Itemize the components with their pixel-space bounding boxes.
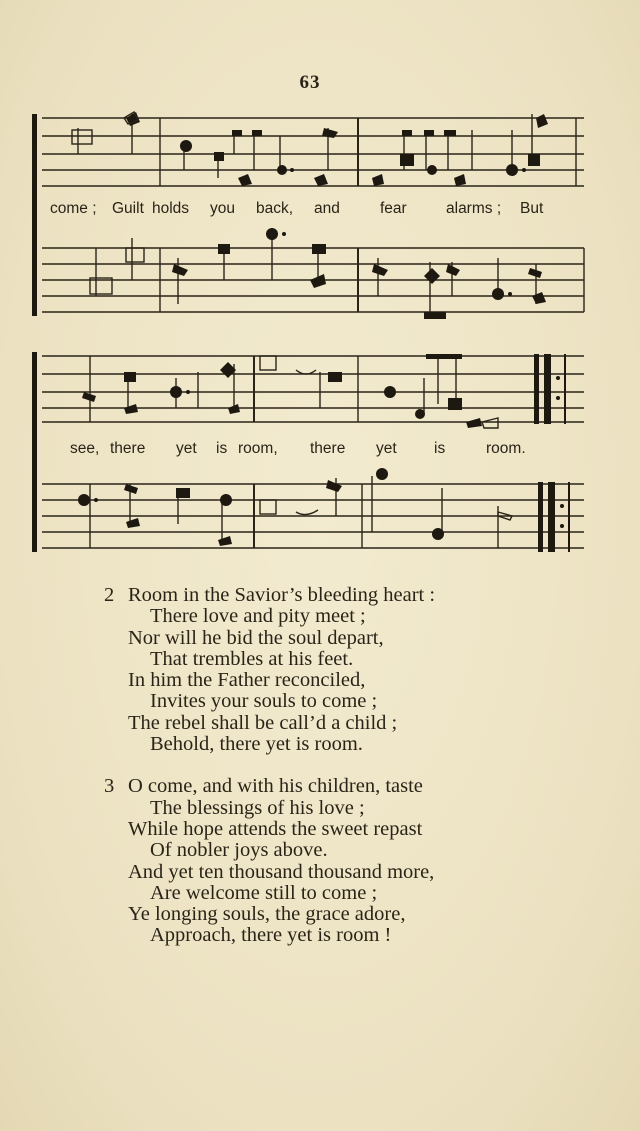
hymn-verses: [104, 585, 564, 947]
lyric-syllable: is: [434, 440, 446, 457]
verse-text: Room in the Savior’s bleeding heart :: [128, 584, 436, 606]
verse-line: Of nobler joys above.: [150, 839, 328, 862]
verse-2: [104, 585, 564, 755]
verse-line: Nor will he bid the soul depart,: [128, 626, 384, 649]
verse-line: That trembles at his feet.: [150, 647, 354, 670]
lyric-syllable: alarms ;: [446, 200, 502, 217]
lyric-syllable: and: [314, 200, 340, 217]
lyric-syllable: fear: [380, 200, 407, 217]
verse-line: Behold, there yet is room.: [150, 733, 363, 756]
lyric-syllable: is: [216, 440, 228, 457]
lyric-syllable: Guilt: [112, 200, 144, 217]
lyric-syllable: see,: [70, 440, 100, 457]
verse-3: [104, 776, 564, 946]
lyric-syllable: room.: [486, 440, 526, 457]
lyric-syllable: back,: [256, 200, 294, 217]
verse-line: [104, 776, 564, 797]
lyrics-system-2: [28, 440, 594, 464]
verse-line: While hope attends the sweet repast: [128, 817, 423, 840]
verse-line: And yet ten thousand thousand more,: [128, 860, 435, 883]
lyric-syllable: yet: [376, 440, 397, 457]
verse-line: The blessings of his love ;: [150, 796, 365, 819]
lyric-syllable: there: [110, 440, 146, 457]
verse-text: O come, and with his children, taste: [128, 775, 423, 798]
verse-line: The rebel shall be call’d a child ;: [128, 711, 398, 734]
lyric-syllable: room,: [238, 440, 278, 457]
lyric-syllable: yet: [176, 440, 197, 457]
verse-line: Are welcome still to come ;: [150, 881, 378, 904]
verse-number: 3: [104, 775, 115, 798]
lyrics-system-1: [28, 200, 594, 224]
verse-line: [104, 585, 564, 606]
lyric-syllable: come ;: [50, 200, 97, 217]
verse-line: Ye longing souls, the grace adore,: [128, 903, 406, 926]
music-system-2: [28, 348, 594, 558]
verse-line: There love and pity meet ;: [150, 605, 366, 628]
verse-number: 2: [104, 584, 115, 606]
lyric-syllable: holds: [152, 200, 190, 217]
lyric-syllable: there: [310, 440, 346, 457]
verse-line: Approach, there yet is room !: [150, 924, 392, 947]
verse-line: Invites your souls to come ;: [150, 690, 378, 713]
verse-line: In him the Father reconciled,: [128, 669, 366, 692]
page-number: 63: [299, 72, 321, 93]
lyric-syllable: But: [520, 200, 544, 217]
lyric-syllable: you: [210, 200, 235, 217]
music-system-1: [28, 108, 594, 323]
